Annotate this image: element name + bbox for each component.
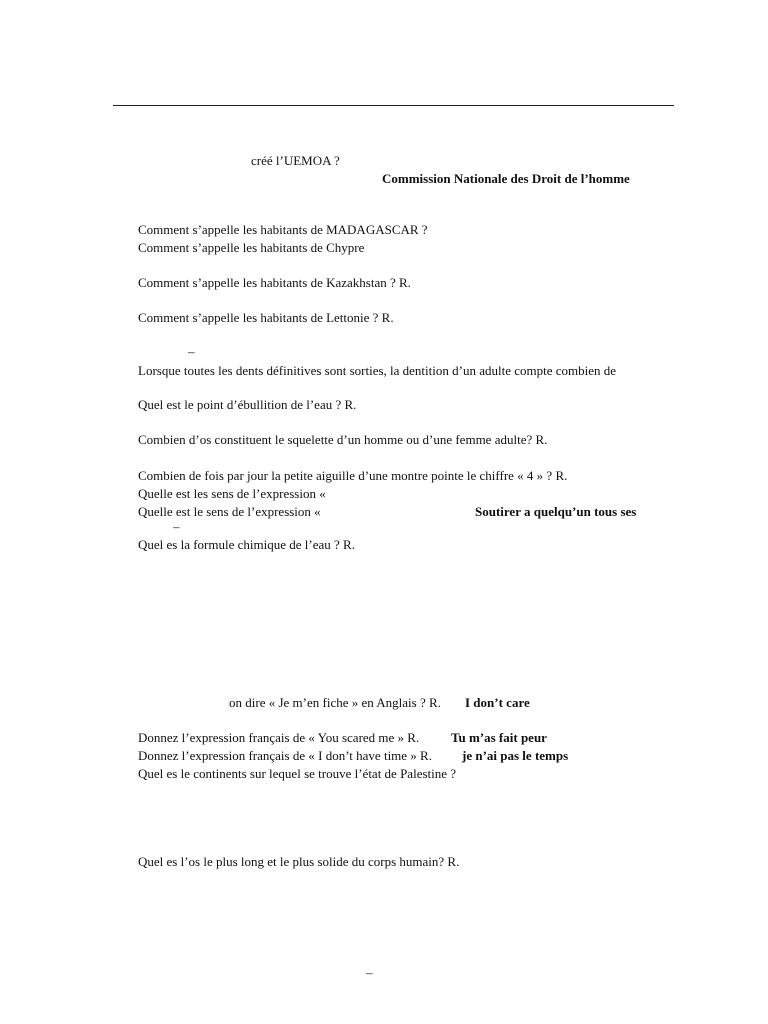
question-expression-1: Quelle est les sens de l’expression « [138, 486, 326, 501]
question-time: Donnez l’expression français de « I don’t have time » R. [138, 748, 432, 763]
answer-scared: Tu m’as fait peur [451, 730, 547, 745]
question-ebullition: Quel est le point d’ébullition de l’eau ? R. [138, 397, 357, 412]
header-rule [113, 105, 674, 106]
question-palestine: Quel es le continents sur lequel se trouve l’état de Palestine ? [138, 766, 457, 781]
answer-commission: Commission Nationale des Droit de l’homme [382, 171, 630, 186]
question-formule: Quel es la formule chimique de l’eau ? R. [138, 537, 355, 552]
question-chypre: Comment s’appelle les habitants de Chypre [138, 240, 365, 255]
question-fiche: on dire « Je m’en fiche » en Anglais ? R. [229, 695, 441, 710]
question-scared: Donnez l’expression français de « You scared me » R. [138, 730, 420, 745]
question-dents: Lorsque toutes les dents définitives sont sorties, la dentition d’un adulte compte combien de [138, 363, 617, 378]
question-aiguille: Combien de fois par jour la petite aiguille d’une montre pointe le chiffre « 4 » ? R. [138, 468, 568, 483]
dash-mark: – [173, 519, 180, 534]
question-expression-2: Quelle est le sens de l’expression « [138, 504, 321, 519]
answer-time: je n’ai pas le temps [462, 748, 569, 763]
question-madagascar: Comment s’appelle les habitants de MADAGASCAR ? [138, 222, 428, 237]
answer-soutirer: Soutirer a quelqu’un tous ses [475, 504, 637, 519]
question-os-long: Quel es l’os le plus long et le plus solide du corps humain? R. [138, 854, 460, 869]
question-kazakhstan: Comment s’appelle les habitants de Kazakhstan ? R. [138, 275, 411, 290]
question-uemoa: créé l’UEMOA ? [251, 153, 340, 168]
answer-fiche: I don’t care [465, 695, 530, 710]
question-squelette: Combien d’os constituent le squelette d’un homme ou d’une femme adulte? R. [138, 432, 548, 447]
question-lettonie: Comment s’appelle les habitants de Lettonie ? R. [138, 310, 394, 325]
dash-mark: – [366, 965, 373, 980]
dash-mark: – [188, 344, 195, 359]
